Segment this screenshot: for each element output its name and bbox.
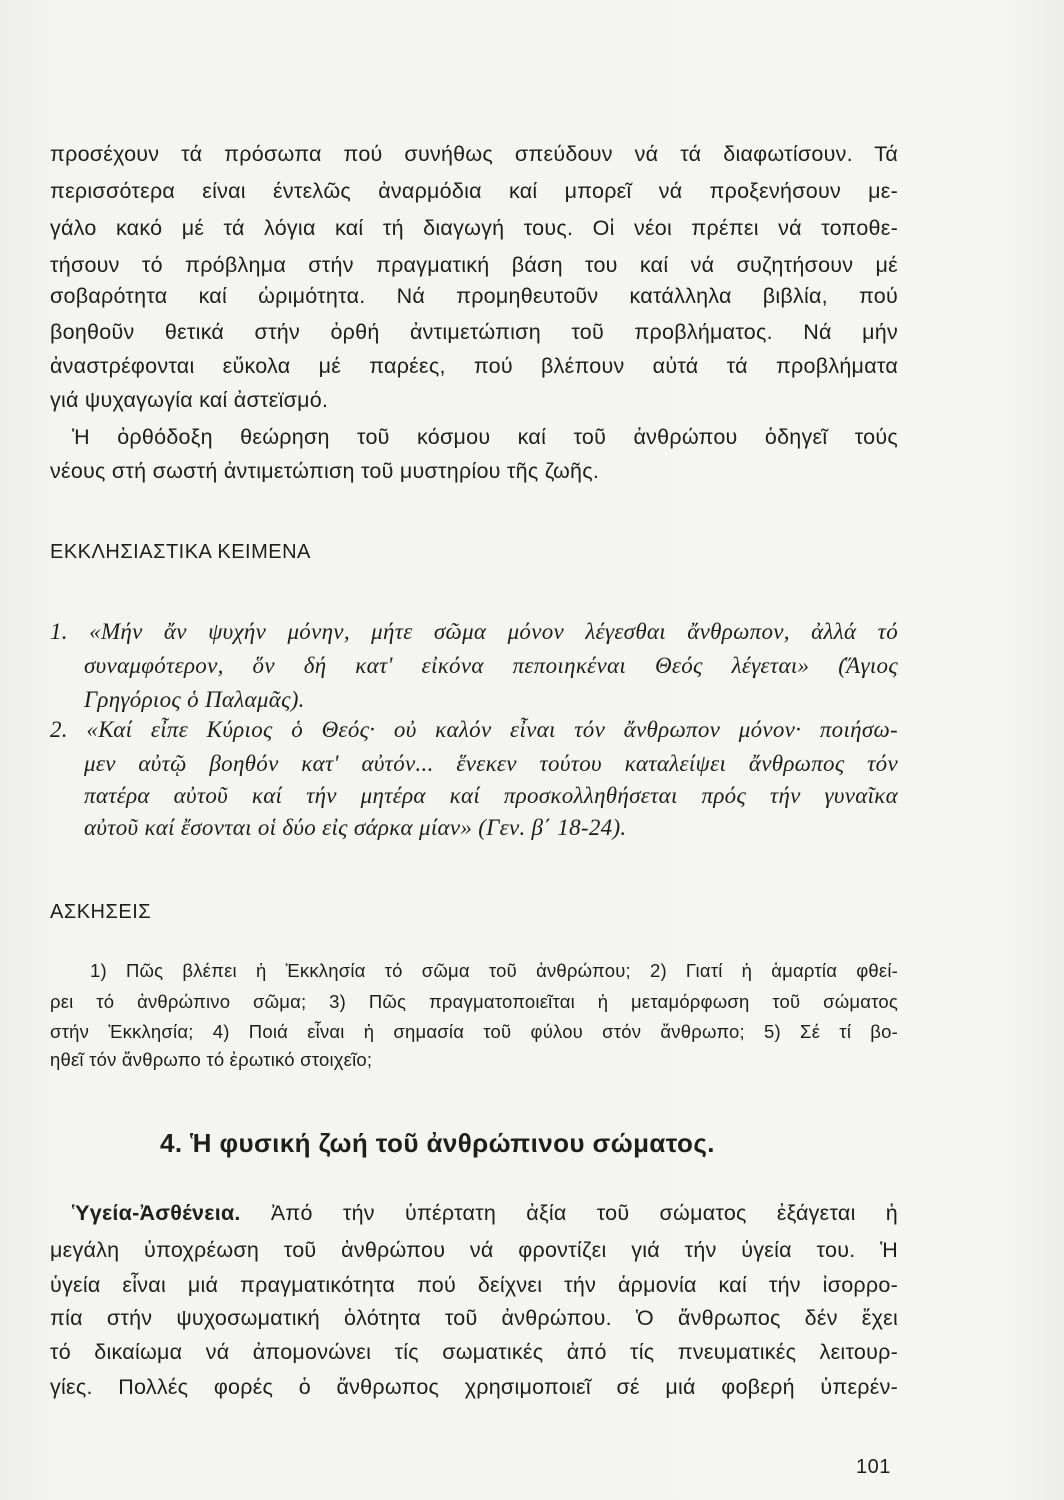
quote-line: μεν αὐτῷ βοηθόν κατ' αὐτόν... ἕνεκεν τούτου καταλείψει ἄνθρωπος τόν: [84, 751, 898, 776]
quote-line: 2. «Καί εἶπε Κύριος ὁ Θεός· οὐ καλόν εἶναι τόν ἄνθρωπον μόνον· ποιήσω-: [50, 717, 898, 742]
exercise-line: ηθεῖ τόν ἄνθρωπο τό ἐρωτικό στοιχεῖο;: [50, 1049, 373, 1070]
exercises-heading: ΑΣΚΗΣΕΙΣ: [50, 901, 152, 923]
text-line: μεγάλη ὑποχρέωση τοῦ ἀνθρώπου νά φροντίζει γιά τήν ὑγεία του. Ἡ: [50, 1238, 898, 1262]
text-line: σοβαρότητα καί ὡριμότητα. Νά προμηθευτοῦν κατάλληλα βιβλία, πού: [50, 284, 898, 308]
church-texts-heading: ΕΚΚΛΗΣΙΑΣΤΙΚΑ ΚΕΙΜΕΝΑ: [50, 541, 311, 563]
text-line: Ἡ ὀρθόδοξη θεώρηση τοῦ κόσμου καί τοῦ ἀνθρώπου ὁδηγεῖ τούς: [72, 425, 898, 449]
text-line: [50, 1199, 898, 1227]
quote-line: 1. «Μήν ἄν ψυχήν μόνην, μήτε σῶμα μόνον λέγεσθαι ἄνθρωπον, ἀλλά τό: [50, 619, 898, 644]
text-line: προσέχουν τά πρόσωπα πού συνήθως σπεύδουν νά τά διαφωτίσουν. Τά: [50, 142, 898, 166]
text-line: πία στήν ψυχοσωματική ὁλότητα τοῦ ἀνθρώπου. Ὁ ἄνθρωπος δέν ἔχει: [50, 1306, 898, 1330]
quote-line: Γρηγόριος ὁ Παλαμᾶς).: [84, 687, 305, 712]
text-line: γίες. Πολλές φορές ὁ ἄνθρωπος χρησιμοποιεῖ σέ μιά φοβερή ὑπερέν-: [50, 1375, 898, 1399]
text-line: τό δικαίωμα νά ἀπομονώνει τίς σωματικές ἀπό τίς πνευματικές λειτουρ-: [50, 1340, 898, 1364]
text-line: περισσότερα είναι έντελῶς ἀναρμόδια καί μπορεῖ νά προξενήσουν με-: [50, 179, 898, 203]
quote-line: συναμφότερον, ὅν δή κατ' εἰκόνα πεποιηκέναι Θεός λέγεται» (Ἅγιος: [84, 653, 898, 678]
chapter-title: 4. Ἡ φυσική ζωή τοῦ ἀνθρώπινου σώματος.: [160, 1128, 715, 1158]
exercise-line: 1) Πῶς βλέπει ἡ Ἐκκλησία τό σῶμα τοῦ ἀνθρώπου; 2) Γιατί ἡ ἁμαρτία φθεί-: [90, 960, 898, 981]
quote-line: πατέρα αὐτοῦ καί τήν μητέρα καί προσκολληθήσεται πρός τήν γυναῖκα: [84, 783, 898, 808]
text-line: ὑγεία εἶναι μιά πραγματικότητα πού δείχνει τήν ἁρμονία καί τήν ἰσορρο-: [50, 1273, 898, 1297]
text-line: τήσουν τό πρόβλημα στήν πραγματική βάση του καί νά συζητήσουν μέ: [50, 253, 898, 277]
section-lead-rest: Ἀπό τήν ὑπέρτατη ἀξία τοῦ σώματος ἐξάγεται ἡ: [270, 1201, 898, 1225]
text-line: βοηθοῦν θετικά στήν ὀρθή ἀντιμετώπιση τοῦ προβλήματος. Νά μήν: [50, 320, 898, 344]
exercise-line: ρει τό ἀνθρώπινο σῶμα; 3) Πῶς πραγματοποιεῖται ἡ μεταμόρφωση τοῦ σώματος: [50, 991, 898, 1012]
page-number: 101: [856, 1456, 891, 1478]
text-line: γιά ψυχαγωγία καί ἀστεϊσμό.: [50, 388, 329, 412]
text-line: νέους στή σωστή ἀντιμετώπιση τοῦ μυστηρίου τῆς ζωῆς.: [50, 459, 600, 483]
text-line: ἀναστρέφονται εὔκολα μέ παρέες, πού βλέπουν αὐτά τά προβλήματα: [50, 354, 898, 378]
exercise-line: στήν Ἐκκλησία; 4) Ποιά εἶναι ἡ σημασία τοῦ φύλου στόν ἄνθρωπο; 5) Σέ τί βο-: [50, 1021, 898, 1042]
quote-line: αὐτοῦ καί ἔσονται οἱ δύο εἰς σάρκα μίαν» (Γεν. β΄ 18-24).: [84, 815, 627, 840]
section-lead: Ὑγεία-Ἀσθένεια.: [72, 1201, 241, 1225]
text-line: γάλο κακό μέ τά λόγια καί τή διαγωγή τους. Οἱ νέοι πρέπει νά τοποθε-: [50, 216, 898, 240]
